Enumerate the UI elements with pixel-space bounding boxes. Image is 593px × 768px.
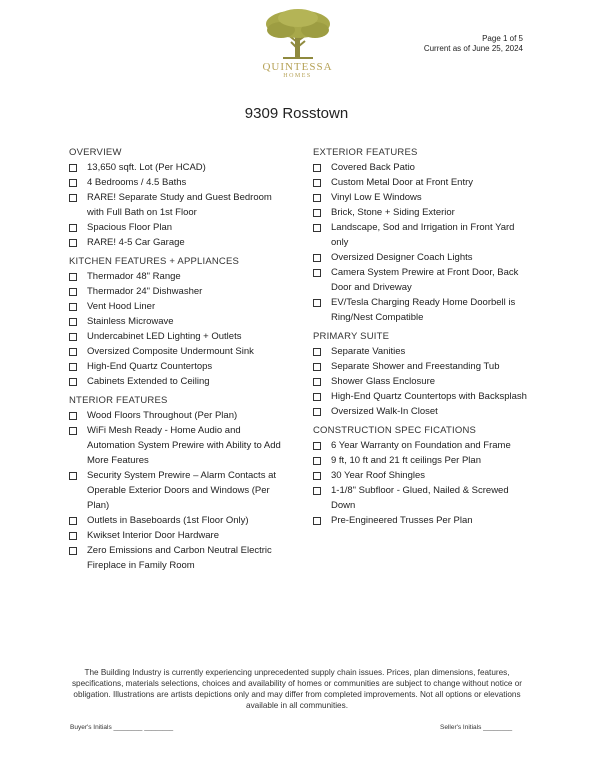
feature-item [313,295,533,325]
feature-text: High-End Quartz Countertops with Backsplash [331,391,527,402]
feature-text: WiFi Mesh Ready - Home Audio and Automation System Prewire with Ability to Add More Features [87,425,281,466]
feature-text: Vinyl Low E Windows [331,192,422,203]
feature-item [69,235,289,250]
checkbox-icon [313,254,321,262]
checkbox-icon [69,472,77,480]
feature-text: RARE! 4-5 Car Garage [87,237,185,248]
section-heading: CONSTRUCTION SPEC FICATIONS [313,425,477,436]
checkbox-icon [69,378,77,386]
checkbox-icon [313,348,321,356]
feature-item [69,160,289,175]
feature-text: RARE! Separate Study and Guest Bedroom with Full Bath on 1st Floor [87,192,272,218]
feature-section [313,329,533,419]
feature-text: 4 Bedrooms / 4.5 Baths [87,177,187,188]
feature-item [313,468,533,483]
checkbox-icon [313,269,321,277]
feature-section [313,145,533,325]
feature-list [69,160,289,250]
section-heading: NTERIOR FEATURES [69,395,168,406]
feature-text: 6 Year Warranty on Foundation and Frame [331,440,511,451]
feature-text: Pre-Engineered Trusses Per Plan [331,515,473,526]
checkbox-icon [313,179,321,187]
checkbox-icon [69,517,77,525]
checkbox-icon [69,239,77,247]
feature-text: Landscape, Sod and Irrigation in Front Yard only [331,222,515,248]
seller-initials: Seller's Initials ________ [440,724,513,731]
feature-text: 30 Year Roof Shingles [331,470,426,481]
checkbox-icon [313,209,321,217]
feature-text: Covered Back Patio [331,162,415,173]
feature-text: Vent Hood Liner [87,301,156,312]
feature-text: Stainless Microwave [87,316,174,327]
feature-item [313,483,533,513]
feature-text: Oversized Composite Undermount Sink [87,346,254,357]
section-heading: EXTERIOR FEATURES [313,147,418,158]
feature-text: Brick, Stone + Siding Exterior [331,207,455,218]
checkbox-icon [69,273,77,281]
feature-item [69,423,289,468]
section-heading: KITCHEN FEATURES + APPLIANCES [69,256,240,267]
page-title: 9309 Rosstown [244,105,349,122]
checkbox-icon [313,472,321,480]
checkbox-icon [313,224,321,232]
buyer-initials: Buyer's Initials ________ ________ [70,724,174,731]
feature-item [313,359,533,374]
feature-text: Zero Emissions and Carbon Neutral Electric Fireplace in Family Room [87,545,272,571]
feature-item [69,528,289,543]
checkbox-icon [69,288,77,296]
feature-item [69,468,289,513]
quintessa-logo [255,8,340,90]
checkbox-icon [313,442,321,450]
feature-text: Undercabinet LED Lighting + Outlets [87,331,242,342]
feature-item [69,314,289,329]
brand-name: QUINTESSA [262,61,333,73]
feature-item [69,329,289,344]
current-date: Current as of June 25, 2024 [423,44,523,53]
section-heading: OVERVIEW [69,147,122,158]
feature-text: Cabinets Extended to Ceiling [87,376,210,387]
section-heading: PRIMARY SUITE [313,331,390,342]
feature-text: EV/Tesla Charging Ready Home Doorbell is Ring/Nest Compatible [331,297,516,323]
left-column [69,145,289,577]
right-column [313,145,533,532]
feature-item [313,265,533,295]
checkbox-icon [313,378,321,386]
feature-text: Thermador 48" Range [87,271,181,282]
feature-section [69,145,289,250]
feature-text: 13,650 sqft. Lot (Per HCAD) [87,162,206,173]
feature-text: 9 ft, 10 ft and 21 ft ceilings Per Plan [331,455,481,466]
checkbox-icon [69,164,77,172]
feature-item [69,284,289,299]
checkbox-icon [313,299,321,307]
checkbox-icon [69,224,77,232]
feature-text: Oversized Designer Coach Lights [331,252,473,263]
feature-item [69,408,289,423]
feature-section [313,423,533,528]
feature-item [69,359,289,374]
checkbox-icon [313,194,321,202]
feature-item [69,175,289,190]
feature-text: Camera System Prewire at Front Door, Back Door and Driveway [331,267,519,293]
checkbox-icon [313,408,321,416]
checkbox-icon [69,427,77,435]
feature-text: Separate Vanities [331,346,406,357]
feature-item [313,453,533,468]
tree-icon [263,8,333,60]
feature-item [313,220,533,250]
feature-section [69,254,289,389]
checkbox-icon [313,164,321,172]
feature-text: Outlets in Baseboards (1st Floor Only) [87,515,249,526]
feature-item [313,175,533,190]
feature-list [69,408,289,573]
feature-text: Wood Floors Throughout (Per Plan) [87,410,238,421]
feature-text: Shower Glass Enclosure [331,376,436,387]
feature-text: 1-1/8" Subfloor - Glued, Nailed & Screwed Down [331,485,509,511]
feature-item [69,513,289,528]
feature-item [313,404,533,419]
feature-item [69,374,289,389]
feature-text: Oversized Walk-In Closet [331,406,438,417]
checkbox-icon [313,457,321,465]
page-info [424,34,523,54]
checkbox-icon [313,487,321,495]
feature-item [313,438,533,453]
feature-item [313,190,533,205]
checkbox-icon [69,179,77,187]
checkbox-icon [69,318,77,326]
feature-list [313,438,533,528]
checkbox-icon [69,412,77,420]
feature-list [313,160,533,325]
brand-sub: HOMES [283,73,312,79]
page-number: Page 1 of 5 [482,34,523,43]
checkbox-icon [69,194,77,202]
checkbox-icon [313,363,321,371]
disclaimer: The Building Industry is currently experiencing unprecedented supply chain issues. Prices, plan dimensions, features, specifications, materials selections, choices and availability of homes or communities are subject to change without notice or obligation. Illustrations are artists depictions only and may differ from completed improvements. Not all options or elevations available in all communities. [71,668,523,710]
feature-list [69,269,289,389]
feature-text: Thermador 24" Dishwasher [87,286,203,297]
checkbox-icon [313,393,321,401]
feature-item [69,190,289,220]
feature-item [313,160,533,175]
feature-item [313,389,533,404]
feature-item [313,344,533,359]
feature-item [69,220,289,235]
feature-item [313,513,533,528]
feature-item [69,299,289,314]
checkbox-icon [69,333,77,341]
feature-text: Security System Prewire – Alarm Contacts at Operable Exterior Doors and Windows (Per Plan) [87,470,277,511]
feature-text: Spacious Floor Plan [87,222,173,233]
feature-item [69,269,289,284]
feature-item [69,344,289,359]
checkbox-icon [69,547,77,555]
feature-item [313,250,533,265]
checkbox-icon [69,348,77,356]
feature-text: Separate Shower and Freestanding Tub [331,361,500,372]
feature-text: Kwikset Interior Door Hardware [87,530,219,541]
feature-list [313,344,533,419]
checkbox-icon [69,303,77,311]
feature-item [69,543,289,573]
checkbox-icon [313,517,321,525]
feature-item [313,374,533,389]
checkbox-icon [69,532,77,540]
checkbox-icon [69,363,77,371]
feature-text: High-End Quartz Countertops [87,361,213,372]
feature-text: Custom Metal Door at Front Entry [331,177,474,188]
feature-section [69,393,289,573]
feature-item [313,205,533,220]
